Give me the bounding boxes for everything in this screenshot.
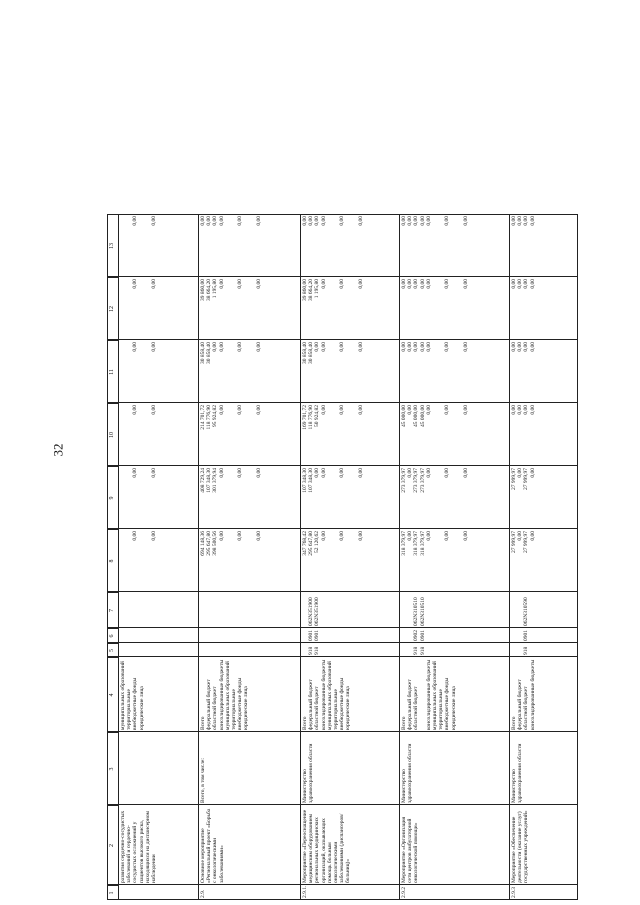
header-cell: 12 (107, 277, 119, 340)
table-cell: 30 858,40 30 858,40 0,00 0,00 0,00 0,00 (302, 342, 364, 364)
column-divider (107, 591, 578, 592)
column-divider (107, 656, 578, 657)
table-cell: Министерство здравоохранения области (302, 743, 315, 803)
table-cell: 0,00 0,00 0,00 0,00 0,00 0,00 0,00 (401, 216, 470, 226)
header-cell: 3 (107, 732, 119, 805)
table-cell: 0,00 0,00 (132, 216, 158, 226)
column-divider (107, 642, 578, 643)
header-cell: 1 (107, 885, 119, 900)
table-cell: 0,00 0,00 0,00 0,00 (511, 279, 536, 289)
funding-sources: Всего федеральный бюджет областной бюджет консолидированные бюджеты (511, 659, 536, 730)
table-cell: 39 860,00 38 664,20 1 195,80 0,00 0,00 0,00 (302, 279, 364, 301)
table-cell: 0,00 0,00 0,00 0,00 0,00 0,00 0,00 (401, 342, 470, 352)
table-cell: 318 379,97 0,00 318 379,97 318 379,97 0,00 0,00 0,00 (401, 531, 470, 556)
row-title: Мероприятие «Обеспечение деятельности (оказание услуг) государственных учреждений» (511, 810, 530, 883)
column-divider (107, 276, 578, 277)
table-cell: 27 999,97 0,00 27 999,97 0,00 (511, 468, 536, 490)
table-cell: 347 768,42 295 647,80 52 120,62 0,00 0,00 0,00 (302, 531, 364, 556)
column-divider (107, 884, 578, 885)
header-cell: 10 (107, 403, 119, 466)
column-divider (107, 804, 578, 805)
table-cell: Всего, в том числе: (200, 758, 206, 803)
table-cell: 918 918 (413, 646, 426, 655)
table-cell: 169 701,72 118 776,90 50 924,82 0,00 0,00 0,00 (302, 405, 364, 430)
column-divider (107, 731, 578, 732)
funding-sources: Всего федеральный бюджет областной бюджет консолидированные бюджеты муниципальных образований территориальные внебюджетные фонды юридические лица (401, 659, 457, 730)
table-cell (199, 592, 301, 628)
table-cell (119, 885, 199, 900)
table-cell: 27 999,97 0,00 27 999,97 0,00 (511, 531, 536, 553)
header-cell: 7 (107, 592, 119, 628)
row-title: развития сердечно-сосудистых заболеваний и сердечно-сосудистых осложнений у пациентов высокого риска, находящихся на диспансерном наблюдении (120, 810, 158, 883)
table-cell: 273 379,97 0,00 273 379,97 273 379,97 0,00 0,00 0,00 (401, 468, 470, 493)
table-cell (119, 592, 199, 628)
column-divider (107, 465, 578, 466)
header-cell: 11 (107, 340, 119, 403)
table-cell: Министерство здравоохранения области (401, 743, 414, 803)
table-cell: 39 860,00 38 664,20 1 195,80 0,00 0,00 0,00 (200, 279, 262, 301)
table-cell (119, 643, 199, 657)
header-cell: 13 (107, 214, 119, 277)
table-cell: 062N351900 062N351900 (308, 597, 321, 626)
funding-sources: муниципальных образований территориальные внебюджетные фонды юридические лица (120, 661, 145, 730)
budget-table (107, 65, 578, 900)
table-cell: 2.9.3 (511, 887, 517, 898)
table-cell: 694 148,36 295 647,80 398 500,56 0,00 0,00 0,00 (200, 531, 262, 556)
table-cell: 062N310590 (523, 597, 530, 626)
table-cell: 918 918 (308, 646, 321, 655)
row-title: Основное мероприятие «Региональный проект «Борьба с онкологическими заболеваниями» (200, 808, 225, 883)
table-cell: 2.9.2 (401, 887, 407, 898)
table-cell: 0,00 0,00 0,00 0,00 0,00 0,00 (302, 216, 364, 226)
table-cell: 0,00 0,00 0,00 0,00 (511, 342, 536, 352)
table-cell: 0901 (523, 630, 530, 641)
table-cell: 0902 0901 (413, 630, 426, 641)
table-cell: 0,00 0,00 0,00 0,00 0,00 0,00 0,00 (401, 279, 470, 289)
table-cell: 0,00 0,00 (132, 468, 158, 478)
table-cell: 062N310510 062N310510 (413, 597, 426, 626)
rotated-table-viewport (107, 65, 578, 900)
table-cell: 214 701,72 118 776,90 95 924,82 0,00 0,00 0,00 (200, 405, 262, 430)
table-cell: 107 348,30 107 348,30 0,00 0,00 0,00 0,00 (302, 468, 364, 493)
header-cell: 2 (107, 805, 119, 885)
table-cell: 918 (523, 646, 530, 655)
header-cell: 5 (107, 643, 119, 657)
table-cell: 0,00 0,00 0,00 0,00 0,00 0,00 (200, 216, 262, 226)
table-cell: 0,00 0,00 (132, 405, 158, 415)
column-divider (107, 402, 578, 403)
page-number: 32 (50, 443, 66, 457)
funding-sources: Всего федеральный бюджет областной бюджет консолидированные бюджеты муниципальных образований территориальные внебюджетные фонды юридические лица (302, 659, 352, 730)
table-cell: 0,00 0,00 0,00 0,00 (511, 405, 536, 415)
table-cell: 0,00 0,00 (132, 279, 158, 289)
table-cell: 2.9.1. (302, 885, 308, 898)
column-divider (107, 339, 578, 340)
table-cell: 30 858,40 30 858,40 0,00 0,00 0,00 0,00 (200, 342, 262, 364)
header-cell: 8 (107, 529, 119, 592)
table-cell (199, 628, 301, 643)
header-cell: 9 (107, 466, 119, 529)
table-cell: 0,00 0,00 (132, 531, 158, 541)
table-cell: 0,00 0,00 (132, 342, 158, 352)
table-cell: 0901 0901 (308, 630, 321, 641)
table-cell: 2.9. (200, 889, 206, 898)
column-divider (107, 627, 578, 628)
table-cell (199, 643, 301, 657)
table-cell (119, 628, 199, 643)
table-cell: 408 729,24 107 348,30 301 379,94 0,00 0,00 0,00 (200, 468, 262, 493)
table-cell: 0,00 0,00 0,00 0,00 (511, 216, 536, 226)
column-divider (107, 528, 578, 529)
row-title: Мероприятие «Организация сети центров амбулаторной онкологической помощи» (401, 816, 420, 883)
header-cell: 6 (107, 628, 119, 643)
table-cell: Министерство здравоохранения области (511, 743, 524, 803)
table-cell (119, 732, 199, 805)
row-title: Мероприятие «Переоснащение медицинским оборудованием региональных медицинских организаций, оказывающих помощь больным онкологическими заболеваниями (диспансеров/больниц)» (302, 809, 352, 883)
header-cell: 4 (107, 657, 119, 732)
funding-sources: Всего федеральный бюджет областной бюджет консолидированные бюджеты муниципальных образований территориальные внебюджетные фонды юридические лица (200, 659, 250, 730)
table-cell: 45 000,00 0,00 45 000,00 45 000,00 0,00 0,00 0,00 (401, 405, 470, 427)
